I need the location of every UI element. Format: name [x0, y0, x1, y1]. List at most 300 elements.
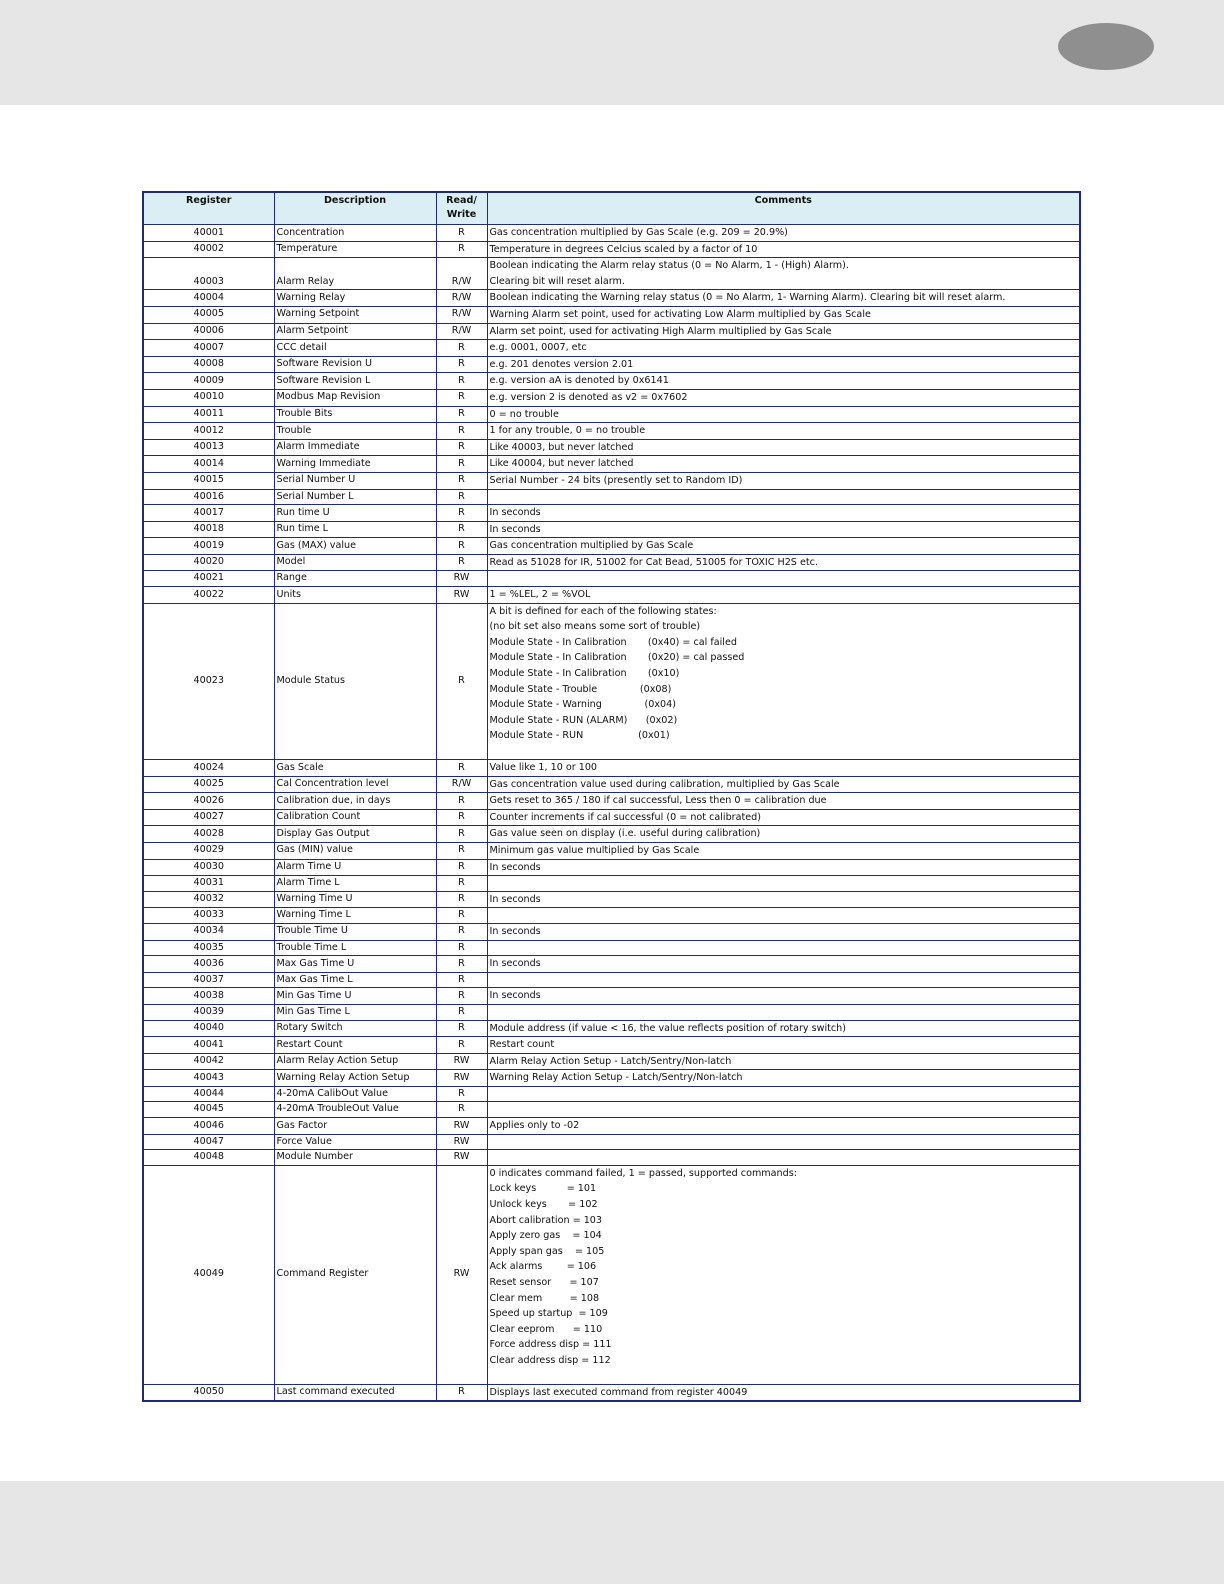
read-write-cell: R — [436, 1384, 487, 1401]
comment-line: Alarm Relay Action Setup - Latch/Sentry/Non-latch — [489, 1055, 732, 1067]
description-cell: Run time U — [274, 505, 436, 522]
read-write-cell: R — [436, 538, 487, 555]
table-row — [143, 389, 1080, 406]
comment-cell — [487, 323, 1080, 340]
description-cell: Alarm Relay Action Setup — [274, 1053, 436, 1070]
description-cell: Trouble Time U — [274, 923, 436, 940]
register-cell: 40028 — [143, 826, 274, 843]
description-cell: Max Gas Time U — [274, 956, 436, 973]
read-write-cell: RW — [436, 1053, 487, 1070]
comment-line: Apply zero gas = 104 — [489, 1230, 602, 1242]
table-row — [143, 876, 1080, 892]
comment-line: In seconds — [489, 861, 541, 873]
comment-line: Clearing bit will reset alarm. — [489, 275, 625, 287]
comment-cell — [487, 472, 1080, 489]
register-cell: 40005 — [143, 306, 274, 323]
table-row — [143, 1150, 1080, 1166]
comment-cell — [487, 1384, 1080, 1401]
comment-line: Minimum gas value multiplied by Gas Scale — [489, 844, 700, 856]
comment-line: Module address (if value < 16, the value reflects position of rotary switch) — [489, 1022, 847, 1034]
comment-cell — [487, 505, 1080, 522]
register-cell: 40014 — [143, 456, 274, 473]
read-write-cell: R/W — [436, 306, 487, 323]
comment-line: Displays last executed command from register 40049 — [489, 1386, 748, 1398]
column-header-register: Register — [143, 192, 274, 225]
comment-line: e.g. 0001, 0007, etc — [489, 342, 587, 354]
table-row — [143, 1165, 1080, 1384]
read-write-cell: RW — [436, 1070, 487, 1087]
comment-cell — [487, 1086, 1080, 1102]
read-write-cell: R — [436, 603, 487, 759]
read-write-cell: R — [436, 423, 487, 440]
comment-cell — [487, 1150, 1080, 1166]
comment-line: Unlock keys = 102 — [489, 1199, 598, 1211]
read-write-cell: R — [436, 809, 487, 826]
comment-line: 0 indicates command failed, 1 = passed, supported commands: — [489, 1167, 797, 1179]
read-write-cell: RW — [436, 587, 487, 604]
comment-line: Clear mem = 108 — [489, 1292, 600, 1304]
comment-cell — [487, 406, 1080, 423]
table-row — [143, 406, 1080, 423]
read-write-cell: RW — [436, 1118, 487, 1135]
register-cell: 40013 — [143, 439, 274, 456]
description-cell: Software Revision U — [274, 356, 436, 373]
read-write-cell: R — [436, 389, 487, 406]
comment-cell — [487, 423, 1080, 440]
comment-cell — [487, 1165, 1080, 1384]
table-row — [143, 472, 1080, 489]
description-cell: CCC detail — [274, 340, 436, 357]
register-cell: 40043 — [143, 1070, 274, 1087]
page-footer-band — [0, 1481, 1224, 1584]
description-cell: Cal Concentration level — [274, 776, 436, 793]
register-cell: 40025 — [143, 776, 274, 793]
read-write-cell: R — [436, 340, 487, 357]
comment-line: Module State - In Calibration (0x40) = cal failed — [489, 636, 737, 648]
comment-line: Like 40003, but never latched — [489, 441, 634, 453]
read-write-cell: R — [436, 940, 487, 956]
description-cell: Warning Setpoint — [274, 306, 436, 323]
comment-cell — [487, 290, 1080, 307]
table-row — [143, 489, 1080, 505]
page-number-badge — [1058, 23, 1154, 70]
register-cell: 40016 — [143, 489, 274, 505]
description-cell: Alarm Relay — [274, 258, 436, 290]
table-row — [143, 290, 1080, 307]
comment-line: Restart count — [489, 1039, 555, 1051]
comment-cell — [487, 306, 1080, 323]
read-write-cell: R — [436, 956, 487, 973]
register-cell: 40049 — [143, 1165, 274, 1384]
register-cell: 40006 — [143, 323, 274, 340]
register-cell: 40037 — [143, 972, 274, 988]
comment-cell — [487, 923, 1080, 940]
comment-cell — [487, 521, 1080, 538]
comment-line: Gas value seen on display (i.e. useful during calibration) — [489, 828, 761, 840]
table-row — [143, 842, 1080, 859]
comment-line: Module State - In Calibration (0x20) = cal passed — [489, 652, 745, 664]
read-write-cell: R — [436, 521, 487, 538]
comment-line: 1 = %LEL, 2 = %VOL — [489, 589, 591, 601]
comment-cell — [487, 603, 1080, 759]
register-cell: 40033 — [143, 908, 274, 924]
table-row — [143, 859, 1080, 876]
comment-line: Reset sensor = 107 — [489, 1277, 599, 1288]
comment-cell — [487, 356, 1080, 373]
table-row — [143, 908, 1080, 924]
table-row — [143, 1134, 1080, 1150]
register-cell: 40039 — [143, 1004, 274, 1020]
comment-line: Gas concentration value used during calibration, multiplied by Gas Scale — [489, 778, 840, 790]
read-write-cell: RW — [436, 1134, 487, 1150]
description-cell: Module Status — [274, 603, 436, 759]
register-cell: 40010 — [143, 389, 274, 406]
register-cell: 40002 — [143, 241, 274, 258]
comment-cell — [487, 876, 1080, 892]
comment-line: Module State - In Calibration (0x10) — [489, 668, 680, 680]
description-cell: Warning Time U — [274, 891, 436, 908]
comment-line: Speed up startup = 109 — [489, 1308, 608, 1320]
comment-cell — [487, 340, 1080, 357]
comment-cell — [487, 587, 1080, 604]
read-write-cell: R — [436, 923, 487, 940]
table-row — [143, 923, 1080, 940]
table-row — [143, 571, 1080, 587]
description-cell: Alarm Immediate — [274, 439, 436, 456]
comment-cell — [487, 538, 1080, 555]
comment-line: In seconds — [489, 925, 541, 937]
table-row — [143, 258, 1080, 290]
description-cell: Concentration — [274, 225, 436, 242]
comment-cell — [487, 956, 1080, 973]
read-write-cell: R — [436, 456, 487, 473]
comment-cell — [487, 258, 1080, 290]
table-row — [143, 373, 1080, 390]
column-header-description: Description — [274, 192, 436, 225]
description-cell: Min Gas Time L — [274, 1004, 436, 1020]
table-row — [143, 323, 1080, 340]
column-header-read-write — [436, 192, 487, 225]
read-write-cell: R — [436, 859, 487, 876]
register-cell: 40003 — [143, 258, 274, 290]
comment-line: In seconds — [489, 958, 541, 970]
description-cell: Gas Scale — [274, 760, 436, 777]
description-cell: 4-20mA CalibOut Value — [274, 1086, 436, 1102]
comment-cell — [487, 972, 1080, 988]
comment-line: e.g. version aA is denoted by 0x6141 — [489, 375, 669, 387]
read-write-cell: R — [436, 826, 487, 843]
table-row — [143, 891, 1080, 908]
description-cell: Rotary Switch — [274, 1020, 436, 1037]
comment-line: e.g. 201 denotes version 2.01 — [489, 358, 634, 370]
description-cell: Trouble — [274, 423, 436, 440]
table-row — [143, 306, 1080, 323]
comment-cell — [487, 571, 1080, 587]
register-cell: 40041 — [143, 1037, 274, 1054]
description-cell: Gas (MAX) value — [274, 538, 436, 555]
comment-cell — [487, 859, 1080, 876]
read-write-cell: R — [436, 1102, 487, 1118]
description-cell: Software Revision L — [274, 373, 436, 390]
comment-line: Gas concentration multiplied by Gas Scale (e.g. 209 = 20.9%) — [489, 227, 788, 238]
register-cell: 40019 — [143, 538, 274, 555]
read-write-cell: R — [436, 241, 487, 258]
comment-line: Module State - Warning (0x04) — [489, 699, 677, 711]
comment-line: Applies only to -02 — [489, 1120, 580, 1132]
register-cell: 40032 — [143, 891, 274, 908]
description-cell: Range — [274, 571, 436, 587]
comment-line: Warning Relay Action Setup - Latch/Sentry/Non-latch — [489, 1072, 743, 1084]
register-cell: 40044 — [143, 1086, 274, 1102]
table-row — [143, 1070, 1080, 1087]
read-write-cell: R — [436, 793, 487, 810]
description-cell: Display Gas Output — [274, 826, 436, 843]
read-write-cell: R — [436, 891, 487, 908]
register-cell: 40018 — [143, 521, 274, 538]
table-row — [143, 793, 1080, 810]
description-cell: Gas (MIN) value — [274, 842, 436, 859]
description-cell: Max Gas Time L — [274, 972, 436, 988]
table-row — [143, 1384, 1080, 1401]
comment-cell — [487, 793, 1080, 810]
register-cell: 40020 — [143, 554, 274, 571]
table-row — [143, 809, 1080, 826]
table-row — [143, 521, 1080, 538]
comment-line: Boolean indicating the Alarm relay status (0 = No Alarm, 1 - (High) Alarm). — [489, 260, 849, 272]
comment-line: Lock keys = 101 — [489, 1183, 597, 1195]
read-write-cell: R/W — [436, 258, 487, 290]
register-cell: 40011 — [143, 406, 274, 423]
description-cell: Modbus Map Revision — [274, 389, 436, 406]
column-header-read: Read/ — [446, 195, 477, 206]
description-cell: Warning Time L — [274, 908, 436, 924]
column-header-write: Write — [446, 209, 477, 220]
comment-line: (no bit set also means some sort of trouble) — [489, 621, 701, 633]
table-body — [143, 225, 1080, 1402]
comment-cell — [487, 1070, 1080, 1087]
comment-line: Force address disp = 111 — [489, 1339, 612, 1351]
comment-cell — [487, 842, 1080, 859]
read-write-cell: R — [436, 972, 487, 988]
register-cell: 40038 — [143, 988, 274, 1005]
comment-cell — [487, 1037, 1080, 1054]
comment-line: Warning Alarm set point, used for activating Low Alarm multiplied by Gas Scale — [489, 308, 871, 320]
register-cell: 40034 — [143, 923, 274, 940]
register-cell: 40031 — [143, 876, 274, 892]
comment-line: In seconds — [489, 893, 541, 905]
table-row — [143, 587, 1080, 604]
column-header-comments: Comments — [487, 192, 1080, 225]
register-cell: 40036 — [143, 956, 274, 973]
description-cell: Temperature — [274, 241, 436, 258]
register-cell: 40008 — [143, 356, 274, 373]
comment-cell — [487, 439, 1080, 456]
register-cell: 40026 — [143, 793, 274, 810]
register-cell: 40047 — [143, 1134, 274, 1150]
table-row — [143, 1053, 1080, 1070]
read-write-cell: R — [436, 554, 487, 571]
description-cell: Trouble Time L — [274, 940, 436, 956]
table-row — [143, 956, 1080, 973]
read-write-cell: R — [436, 760, 487, 777]
description-cell: Last command executed — [274, 1384, 436, 1401]
table-header-row — [143, 192, 1080, 225]
comment-line: Abort calibration = 103 — [489, 1214, 603, 1226]
comment-cell — [487, 940, 1080, 956]
register-cell: 40001 — [143, 225, 274, 242]
page-header-band — [0, 0, 1224, 105]
table-row — [143, 972, 1080, 988]
read-write-cell: R/W — [436, 290, 487, 307]
comment-cell — [487, 1004, 1080, 1020]
comment-cell — [487, 1020, 1080, 1037]
register-cell: 40048 — [143, 1150, 274, 1166]
comment-line: Module State - Trouble (0x08) — [489, 683, 672, 695]
comment-line: 1 for any trouble, 0 = no trouble — [489, 425, 646, 437]
comment-line: Module State - RUN (ALARM) (0x02) — [489, 714, 678, 726]
description-cell: Module Number — [274, 1150, 436, 1166]
comment-cell — [487, 988, 1080, 1005]
table-row — [143, 505, 1080, 522]
description-cell: Run time L — [274, 521, 436, 538]
comment-line: Serial Number - 24 bits (presently set to Random ID) — [489, 474, 743, 486]
table-row — [143, 340, 1080, 357]
comment-line: Gas concentration multiplied by Gas Scale — [489, 540, 694, 552]
comment-line: Value like 1, 10 or 100 — [489, 762, 598, 773]
comment-line: Clear address disp = 112 — [489, 1354, 611, 1366]
description-cell: 4-20mA TroubleOut Value — [274, 1102, 436, 1118]
read-write-cell: R — [436, 988, 487, 1005]
comment-cell — [487, 809, 1080, 826]
description-cell: Serial Number U — [274, 472, 436, 489]
register-cell: 40035 — [143, 940, 274, 956]
read-write-cell: R — [436, 1086, 487, 1102]
comment-cell — [487, 1102, 1080, 1118]
register-cell: 40009 — [143, 373, 274, 390]
table-row — [143, 826, 1080, 843]
read-write-cell: RW — [436, 571, 487, 587]
comment-cell — [487, 225, 1080, 242]
description-cell: Trouble Bits — [274, 406, 436, 423]
register-cell: 40023 — [143, 603, 274, 759]
comment-cell — [487, 241, 1080, 258]
comment-line: Clear eeprom = 110 — [489, 1323, 603, 1335]
register-cell: 40007 — [143, 340, 274, 357]
register-cell: 40022 — [143, 587, 274, 604]
register-cell: 40042 — [143, 1053, 274, 1070]
read-write-cell: R — [436, 472, 487, 489]
comment-line: A bit is defined for each of the following states: — [489, 605, 717, 617]
register-cell: 40050 — [143, 1384, 274, 1401]
comment-cell — [487, 826, 1080, 843]
comment-cell — [487, 1118, 1080, 1135]
description-cell: Alarm Time L — [274, 876, 436, 892]
description-cell: Min Gas Time U — [274, 988, 436, 1005]
comment-cell — [487, 776, 1080, 793]
read-write-cell: RW — [436, 1150, 487, 1166]
description-cell: Gas Factor — [274, 1118, 436, 1135]
comment-line: 0 = no trouble — [489, 408, 559, 420]
read-write-cell: R — [436, 876, 487, 892]
description-cell: Alarm Setpoint — [274, 323, 436, 340]
read-write-cell: R — [436, 225, 487, 242]
comment-line: Temperature in degrees Celcius scaled by a factor of 10 — [489, 243, 758, 255]
comment-line: e.g. version 2 is denoted as v2 = 0x7602 — [489, 391, 688, 403]
read-write-cell: R — [436, 1037, 487, 1054]
table-row — [143, 1004, 1080, 1020]
description-cell: Calibration due, in days — [274, 793, 436, 810]
read-write-cell: R — [436, 489, 487, 505]
read-write-cell: R — [436, 1020, 487, 1037]
comment-line: In seconds — [489, 507, 541, 519]
comment-cell — [487, 554, 1080, 571]
description-cell: Alarm Time U — [274, 859, 436, 876]
table-row — [143, 356, 1080, 373]
read-write-cell: R — [436, 908, 487, 924]
comment-line: Apply span gas = 105 — [489, 1245, 605, 1257]
comment-cell — [487, 489, 1080, 505]
read-write-cell: R — [436, 406, 487, 423]
register-cell: 40046 — [143, 1118, 274, 1135]
register-cell: 40040 — [143, 1020, 274, 1037]
comment-cell — [487, 760, 1080, 777]
register-cell: 40030 — [143, 859, 274, 876]
table-row — [143, 225, 1080, 242]
table-row — [143, 423, 1080, 440]
comment-cell — [487, 908, 1080, 924]
description-cell: Warning Relay — [274, 290, 436, 307]
comment-cell — [487, 891, 1080, 908]
description-cell: Units — [274, 587, 436, 604]
table-row — [143, 538, 1080, 555]
description-cell: Serial Number L — [274, 489, 436, 505]
description-cell: Command Register — [274, 1165, 436, 1384]
read-write-cell: R — [436, 1004, 487, 1020]
read-write-cell: R/W — [436, 323, 487, 340]
comment-cell — [487, 389, 1080, 406]
comment-line: In seconds — [489, 523, 541, 535]
table-row — [143, 554, 1080, 571]
read-write-cell: R — [436, 842, 487, 859]
register-cell: 40017 — [143, 505, 274, 522]
register-cell: 40015 — [143, 472, 274, 489]
register-cell: 40024 — [143, 760, 274, 777]
read-write-cell: R/W — [436, 776, 487, 793]
comment-cell — [487, 1053, 1080, 1070]
comment-line: Read as 51028 for IR, 51002 for Cat Bead, 51005 for TOXIC H2S etc. — [489, 556, 818, 568]
register-cell: 40021 — [143, 571, 274, 587]
comment-line: Like 40004, but never latched — [489, 458, 634, 470]
read-write-cell: R — [436, 373, 487, 390]
read-write-cell: R — [436, 439, 487, 456]
table-row — [143, 1037, 1080, 1054]
comment-line: Counter increments if cal successful (0 = not calibrated) — [489, 811, 761, 823]
register-cell: 40004 — [143, 290, 274, 307]
description-cell: Model — [274, 554, 436, 571]
table-row — [143, 1086, 1080, 1102]
read-write-cell: R — [436, 505, 487, 522]
comment-cell — [487, 1134, 1080, 1150]
comment-line: Gets reset to 365 / 180 if cal successful, Less then 0 = calibration due — [489, 795, 827, 807]
read-write-cell: RW — [436, 1165, 487, 1384]
comment-cell — [487, 373, 1080, 390]
table-row — [143, 760, 1080, 777]
table-row — [143, 940, 1080, 956]
comment-line: Module State - RUN (0x01) — [489, 730, 670, 742]
table-row — [143, 988, 1080, 1005]
description-cell: Warning Immediate — [274, 456, 436, 473]
description-cell: Calibration Count — [274, 809, 436, 826]
